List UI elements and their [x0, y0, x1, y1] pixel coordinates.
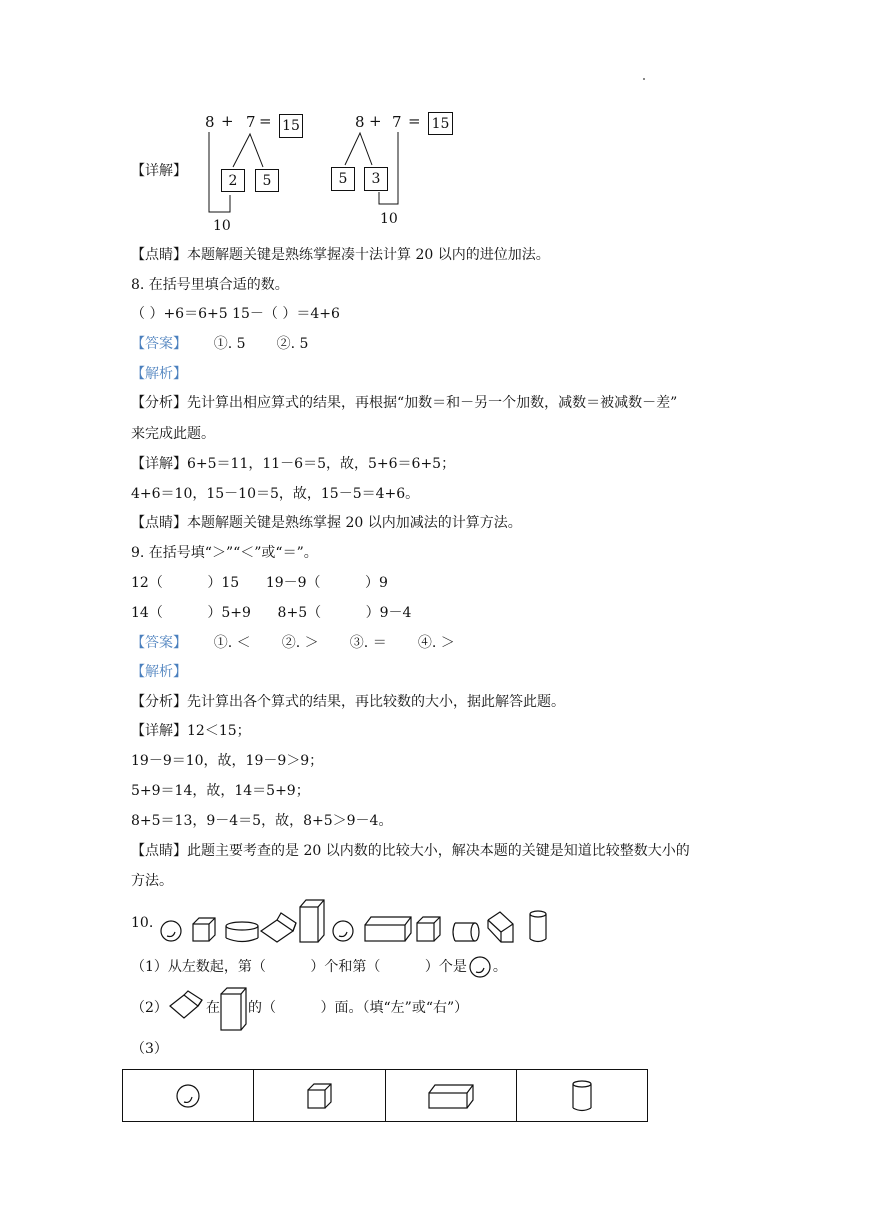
q10-part-1	[131, 955, 507, 979]
lying-cylinder-icon	[453, 923, 479, 941]
q8-analysis-2: 来完成此题。	[131, 426, 215, 442]
q9-tip-1: 【点睛】此题主要考查的是 20 以内数的比较大小，解决本题的关键是知道比较整数大小的	[131, 843, 690, 859]
cube-icon	[193, 918, 215, 941]
tall-cuboid-icon	[219, 986, 249, 1032]
q9-analysis: 【分析】先计算出各个算式的结果，再比较数的大小，据此解答此题。	[131, 694, 565, 710]
question-9: 9. 在括号填“＞”“＜”或“＝”。	[131, 545, 318, 561]
q10-part-1-text: （1）从左数起，第（ ）个和第（ ）个是	[131, 959, 467, 975]
right-ten-label: 10	[380, 211, 398, 227]
left-addend-a: 8	[205, 113, 215, 131]
q9-blanks-1: 12（ ）15 19－9（ ）9	[131, 575, 388, 591]
detail-label: 【详解】	[131, 163, 187, 179]
q10-shape-row	[155, 898, 555, 946]
q9-blanks-2: 14（ ）5+9 8+5（ ）9－4	[131, 605, 412, 621]
table-cell	[516, 1070, 647, 1122]
sphere-icon	[467, 955, 493, 979]
sphere-icon	[161, 921, 181, 941]
left-ten-label: 10	[213, 218, 231, 234]
left-equals: =	[259, 112, 272, 130]
q8-detail-2: 4+6＝10，15－10＝5，故，15－5＝4+6。	[131, 486, 420, 502]
q9-detail-3: 5+9＝14，故，14＝5+9；	[131, 783, 310, 799]
cube-icon	[488, 912, 513, 942]
q10-part-1-end: 。	[492, 959, 507, 975]
answer-values: ①. 5 ②. 5	[187, 336, 309, 352]
q8-blanks: （ ）+6＝6+5 15－（ ）＝4+6	[131, 306, 340, 322]
tall-cylinder-icon	[569, 1078, 595, 1114]
question-8: 8. 在括号里填合适的数。	[131, 277, 289, 293]
shape-table	[122, 1069, 648, 1122]
q10-part-2-in: 在	[206, 1000, 220, 1016]
right-equals: =	[408, 112, 421, 130]
q8-tip: 【点睛】本题解题关键是熟练掌握 20 以内加减法的计算方法。	[131, 515, 522, 531]
right-split-box-1: 5	[331, 167, 355, 191]
q10-part-2-label: （2）	[131, 1000, 168, 1016]
analysis-tag: 【解析】	[131, 366, 187, 382]
answer-tag: 【答案】	[131, 336, 187, 352]
answer-tag: 【答案】	[131, 635, 187, 651]
q10-part-3: （3）	[131, 1041, 168, 1057]
table-cell	[254, 1070, 385, 1122]
answer-values: ①. ＜ ②. ＞ ③. ＝ ④. ＞	[187, 635, 455, 651]
analysis-tag: 【解析】	[131, 664, 187, 680]
right-plus: +	[369, 112, 382, 130]
tall-cylinder-icon	[530, 911, 546, 942]
q10-part-2-text: 的（ ）面。（填“左”或“右”）	[248, 1000, 469, 1016]
right-addend-a: 8	[355, 113, 365, 131]
sphere-icon	[333, 921, 353, 941]
flat-cuboid-icon	[365, 917, 411, 941]
right-result-box: 15	[428, 112, 453, 135]
left-addend-b: 7	[246, 113, 256, 131]
tilted-cube-icon	[261, 913, 296, 942]
right-addend-b: 7	[392, 113, 402, 131]
q8-analysis-1: 【分析】先计算出相应算式的结果，再根据“加数＝和－另一个加数，减数＝被减数－差”	[131, 395, 678, 411]
right-split-box-2: 3	[364, 167, 388, 191]
tilted-cube-icon	[168, 990, 204, 1022]
q9-detail-2: 19－9＝10，故，19－9＞9；	[131, 753, 324, 769]
question-10-number: 10.	[131, 915, 154, 931]
sphere-icon	[173, 1081, 203, 1111]
cube-icon	[417, 917, 440, 941]
left-plus: +	[221, 112, 234, 130]
flat-cuboid-icon	[426, 1081, 476, 1111]
cylinder-icon	[226, 922, 258, 942]
q8-answer	[131, 334, 308, 354]
q9-detail-4: 8+5＝13，9－4＝5，故，8+5＞9－4。	[131, 813, 393, 829]
left-split-box-1: 2	[221, 169, 245, 192]
table-cell	[123, 1070, 254, 1122]
left-result-box: 15	[279, 114, 303, 138]
q8-detail-1: 【详解】6+5＝11，11－6＝5，故，5+6＝6+5；	[131, 456, 456, 472]
q9-answer	[131, 633, 455, 653]
diagram-lines	[0, 0, 869, 240]
left-split-box-2: 5	[255, 169, 279, 192]
q9-tip-2: 方法。	[131, 873, 173, 889]
tip-line-1: 【点睛】本题解题关键是熟练掌握凑十法计算 20 以内的进位加法。	[131, 247, 550, 263]
tall-cuboid-icon	[300, 900, 324, 942]
cube-icon	[304, 1081, 334, 1111]
table-cell	[385, 1070, 516, 1122]
q9-detail-1: 【详解】12＜15；	[131, 723, 251, 739]
